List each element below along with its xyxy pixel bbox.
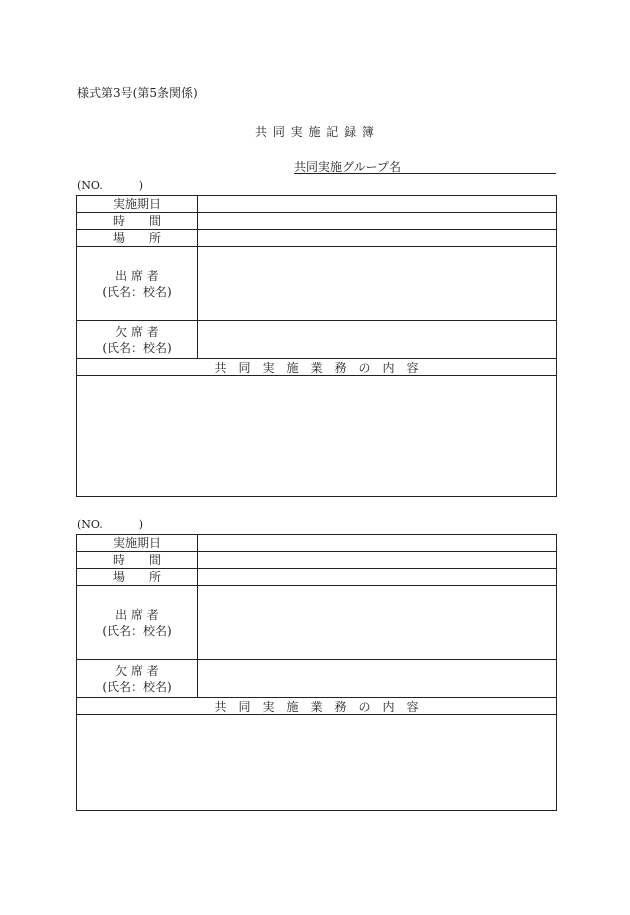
date-value[interactable] [198, 196, 556, 212]
place-value[interactable] [198, 569, 556, 585]
absentees-label-cell [77, 321, 198, 358]
record-number-close: ) [138, 518, 144, 531]
group-name-field[interactable] [294, 160, 556, 174]
date-label: 実施期日 [77, 196, 198, 212]
record-table [76, 534, 557, 811]
content-area[interactable] [77, 376, 556, 496]
record-number-open: (NO. [77, 179, 103, 192]
absentees-sub-label: (氏名：校名) [102, 679, 172, 694]
time-row [77, 213, 556, 230]
attendees-value[interactable] [198, 247, 556, 320]
date-value[interactable] [198, 535, 556, 551]
record-number-label [77, 179, 143, 192]
attendees-row [77, 586, 556, 660]
place-row [77, 230, 556, 247]
attendees-label-cell [77, 247, 198, 320]
absentees-row [77, 660, 556, 698]
date-label: 実施期日 [77, 535, 198, 551]
form-number: 様式第3号(第5条関係) [77, 86, 198, 100]
attendees-label: 出 席 者 [115, 268, 159, 283]
record-number-label [77, 518, 143, 531]
record-number-close: ) [138, 179, 144, 192]
place-label: 場 所 [77, 230, 198, 246]
place-label: 場 所 [77, 569, 198, 585]
attendees-value[interactable] [198, 586, 556, 659]
time-value[interactable] [198, 552, 556, 568]
absentees-value[interactable] [198, 321, 556, 358]
content-area[interactable] [77, 715, 556, 810]
place-row [77, 569, 556, 586]
absentees-label: 欠 席 者 [115, 324, 159, 339]
absentees-row [77, 321, 556, 359]
record-table [76, 195, 557, 497]
attendees-label: 出 席 者 [115, 607, 159, 622]
attendees-row [77, 247, 556, 321]
record-number-open: (NO. [77, 518, 103, 531]
place-value[interactable] [198, 230, 556, 246]
attendees-sub-label: (氏名：校名) [102, 284, 172, 299]
time-row [77, 552, 556, 569]
document-title: 共 同 実 施 記 録 簿 [255, 125, 375, 139]
date-row [77, 196, 556, 213]
time-label: 時 間 [77, 213, 198, 229]
absentees-label-cell [77, 660, 198, 697]
time-label: 時 間 [77, 552, 198, 568]
attendees-sub-label: (氏名：校名) [102, 623, 172, 638]
content-header: 共 同 実 施 業 務 の 内 容 [77, 698, 556, 715]
absentees-label: 欠 席 者 [115, 663, 159, 678]
absentees-value[interactable] [198, 660, 556, 697]
time-value[interactable] [198, 213, 556, 229]
attendees-label-cell [77, 586, 198, 659]
group-name-label: 共同実施グループ名 [294, 160, 402, 174]
content-header: 共 同 実 施 業 務 の 内 容 [77, 359, 556, 376]
date-row [77, 535, 556, 552]
absentees-sub-label: (氏名：校名) [102, 340, 172, 355]
